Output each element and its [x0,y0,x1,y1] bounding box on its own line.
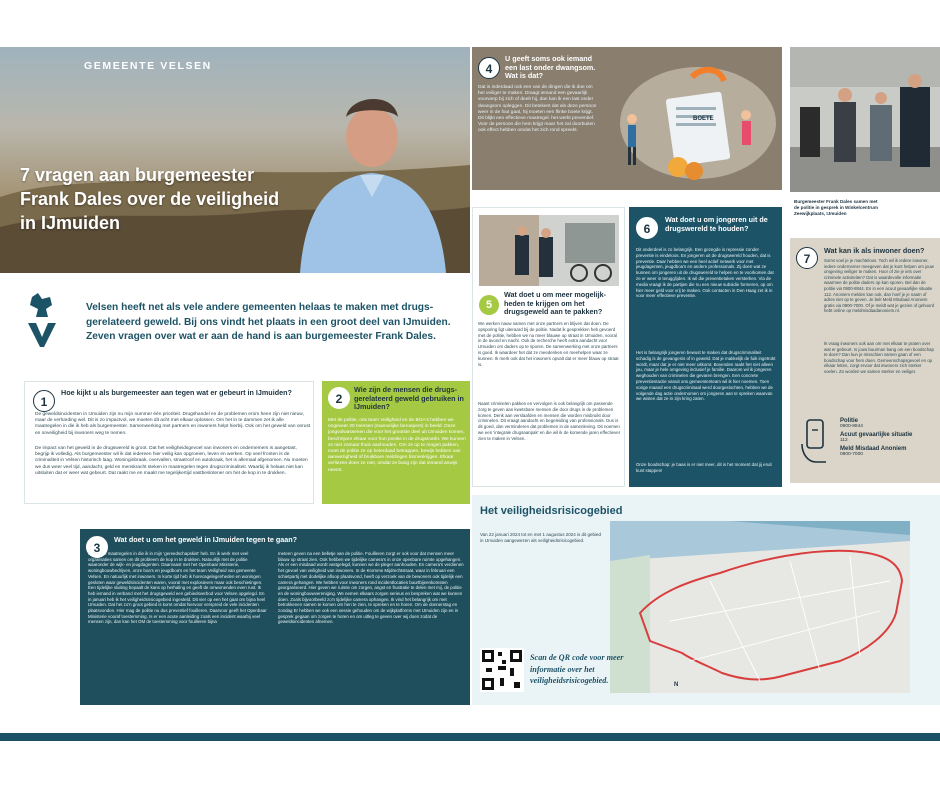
q5-title: Wat doet u om meer mogelijk-heden te krijgen om het drugsgeweld aan te pakken? [504,290,606,317]
q1-title: Hoe kijkt u als burgemeester aan tegen wat er gebeurt in IJmuiden? [61,388,292,397]
q3-number: 3 [86,536,108,558]
question-2 [322,381,470,504]
q7-paragraph-2: Ik vraag inwoners ook aan om met elkaar te praten over wat er gebeurt. Is jouw buurman bang om een boodschap te doen? Dan kun je misschien samen gaan of een boodschap voor hem doen. Gemeenschapsgevoel en op elkaar letten, zorgt ervoor dat inwoners zich sterker voelen. Zo worden we samen sterker en veiliger. [824,341,934,374]
q7-title: Wat kan ik als inwoner doen? [824,246,925,255]
q2-title: Wie zijn de mensen die drugs-gerelateerd geweld gebruiken in IJmuiden? [354,385,464,412]
q6-title: Wat doet u om jongeren uit de drugswereld te houden? [665,215,768,233]
q6-number: 6 [636,217,658,239]
q4-title: U geeft soms ook iemand een last onder dwangsom. Wat is dat? [505,54,596,81]
qr-text: Scan de QR code voor meer informatie over het veiligheidsrisicogebied. [530,653,624,685]
phone-hand-icon [798,416,832,466]
q1-paragraph-1: De geweldsincidenten in IJmuiden zijn nu mijn nummer één prioriteit. Drugshandel en de problemen erom heen zijn niet nieuw, maar de verharding wel. Dit is zo impactvol, we moeten dit acht met elkaar oplossen. Om het in te dammen zet ik alle maatregelen in die ik heb als burgemeester. Samenwerking met partners en inwoners helpt hierbij. Ook om het geweld van onrust en onveiligheid bij inwoners weg te nemen. [35,412,311,436]
q4-body: Dat is inderdaad ook een van de dingen die ik doe om het veiliger te maken. Draagt iemand een gevaarlijk voorwerp bij zich of deelt hij, dan kan ik een last onder dwangsom opleggen. Dit betekent dat als deze persoon weer in de fout gaat, hij moeten een flinke boete krijgt. Dit blijkt een effectieve maatregel. het werkt preventief. Voor de persoon die hem krijgt maar het zal doorbuiten ook effect hebben omdat het zich rond spreekt. [478,85,597,134]
q3-column-1: Ik zet alle maatregelen in die ik in mijn 'gereedschapskist' heb. En ik werk met veel organisaties samen om dit probleem de kop in te drukken. Natuurlijk met de politie waaronder de wijk- en jeugdagenten. Daarnaast met het Openbaar Ministerie, woningbouwbedrijven, onze boa's en jeugdboa's en het team Veiligheid van gemeente Velsen. En natuurlijk met inwoners. In korte tijd heb ik horecagelegenheden en woningen gesloten waar geweldsincidenten waren, vooral met explosieven maar ook beschietingen. Een tijdelijke sluiting bepaalt de kans op herhaling en geeft de omwonenden even rust. Ik heb iemand in verband met het drugsgeweld een gebiedsverbod voor Velsen opgelegd. En in januari heb ik het veiligheidsrisicogebied ingesteld. Dit vier op een het gaat om bijna heel IJmuiden. Dat het zo'n groot gebied is komt omdat hiervoor verspreid de vele incidenten plaatsvonden. Hier mag de politie nu dus preventief fouilleren. Daarvoor geeft het Openbaar Ministerie vooraf toestemming. Is er een acute aanleiding zoals een incident waarbij veel mensen zijn, dan kan het OM de toestemming voor fouilleren bijna [88,551,267,625]
contact-list [840,418,938,457]
photo-caption: Burgemeester Frank Dales samen met de politie in gesprek in Winkelcentrum Zeewijkplaats, IJmuiden [794,199,878,216]
police-photo [479,215,619,286]
hero-title: 7 vragen aan burgemeester Frank Dales over de veiligheid in IJmuiden [20,165,280,233]
q5-paragraph-2: Naast criminelen pakken en vervolgen is ook belangrijk om passende zorg te geven aan kwetsbare mensen die door drugs in de problemen komen. Denk aan verslaafden en mensen die worden misbruikt door criminelen. Dit vraagt aandacht en begeleiding van professionals. Dus is dit goed, dan verminderen dat problemen in de samenleving. Dit noemen we een 'integrale drugsaanpak' en die wil ik de komende jaren effectiever zien te maken in Velsen. [478,401,621,441]
contact-acuut: Acuut gevaarlijke situatie 112 [840,432,913,443]
contact-meld-misdaad: Meld Misdaad Anoniem 0800-7000 [840,446,907,457]
q6-paragraph-3: Onze boodschap: je baas is er niet meer, dit is het moment dat jij eruit kunt stappen! [636,462,772,473]
hero-photo [0,47,470,273]
q6-paragraph-1: Dit onderdeel is zo belangrijk. Een gezegde is repressie zonder preventie is eindeloos. En jongeren uit de drugswereld houden, dat is preventie. Daar hebben we een heel actief netwerk voor met jeugdagenten, jeugdboa's en andere professionals. Zij doen wat ze kunnen om jongeren uit de drugswereld te helpen en te voorkomen dat ze er weer in terugglijden. Ik wil die preventietaken versterken. Via de media vraagt ik de partijen die nu een nieuw subsidie formeren, op om hier meer geld voor vrij te maken. Ook contacten in Den Haag zet ik in voor meer effectieve preventie. [636,247,774,299]
contact-politie: Politie 0900-8844 [840,418,863,429]
mayor-police-photo [790,47,940,192]
velsen-logo [26,293,58,349]
boete-label: BOETE [693,116,714,122]
risk-body: Van 22 januari 2024 tot en met 1 augustus 2024 is dit gebied in IJmuiden aangewezen als veiligheidsrisicogebied. [480,532,602,543]
risk-area-section [472,495,940,705]
question-6 [629,207,782,487]
q3-title: Wat doet u om het geweld in IJmuiden tegen te gaan? [114,535,298,544]
org-name: GEMEENTE VELSEN [84,60,212,72]
q2-body: Met de politie, ons team Veiligheid en de BOA's hebben we ongeveer 20 mensen (mannelijke beroepers) in beeld. Deze jongvolwassenen die voor het grootste deel uit IJmuiden komen, beschrijven elkaar voor hun positie in de drugsmarkt. We kunnen ze niet zomaar thuis aanhouden. Om ze op te mogen pakken, moet de politie ze op heterdaad betrappen, bewijs hebben van aanwezigheid of bruikbare meldingen binnenkrijgen. Elkaar verliezen doen ze niet, omdat ze bang zijn dat iemand anwijs neemt. [328,418,466,473]
question-7 [790,238,940,483]
question-3 [80,529,470,705]
intro-text: Velsen heeft net als vele andere gemeenten helaas te maken met drugs- gerelateerd geweld. Bij ons vindt het plaats in een groot deel van IJmuiden. Zeven vragen over wat er aan de hand is aan burgemeester Frank Dales. [86,302,451,342]
q2-number: 2 [328,387,350,409]
q5-paragraph-1: We werken nauw samen met onze partners en blijven dat doen. De opsporing ligt uiteraard bij de politie. Nadat ik gesprekken heb gevoerd met de politie, hebben we nu meer blauwe op straat in IJmuiden, vooral in de avond en nacht. Ook de recherche heeft extra aandacht voor IJmuiden om daders op te sporen. De samenwerking met onze partners is goed. Ik waardeer het dat ze meedenken en meehelpen waar ze kunnen. Ik merk ook dat het inwoners opvalt dat er meer blauw op straat is. [478,321,619,367]
q1-number: 1 [33,390,55,412]
q7-paragraph-1: Soms voel je je machteloos. Toch wil ik iedere inwoner, iedere ondernemer meegeven dat je kunt helpen om jouw omgeving veiliger te maken. Hoor of zie je iets over criminele activiteiten? Dat is waardevolle informatie waarmee de politie daders op kan sporen. Bel dan de politie via 0900-8844. En in een acuut gevaarlijke situatie 112. Anoniem melden kan ook, dan hoef je je naam of adres niet op te geven. Je belt Meld Misdaad Anoniem gratis via 0800-7000. Of je meldt wat je gezien of gehoord hebt online op meldmisdaadanoniem.nl. [824,258,935,314]
q1-paragraph-2: De impact van het geweld in de drugswereld is groot. Dat het veiligheidsgevoel van inwoners en ondernemers is aangetast, begrijp ik volledig. Als burgemeester wil ik dat iedereen hier veilig kan opgroeien, leven en werken. Op veel fronten is de criminaliteit in Velsen historisch laag. Woninginbraak, overvallen, straatroof en autokraak, het is allemaal afgenomen. Nu moeten we dus weer veel tijd, aandacht, geld en menskracht steken in maatregelen tegen drugscriminaliteit. Waarbij ik helaas niet kan uitsluiten dat er weer wat gebeurt. Dat raakt me en maakt me tegelijkertijd vastbeslotener om het de kop in te drukken. [35,446,308,476]
question-1 [24,381,314,504]
map-north-label: N [674,682,679,688]
question-4 [472,47,782,190]
bottom-band [0,733,940,741]
hero-banner [0,47,470,273]
q4-number: 4 [478,57,500,79]
qr-code[interactable] [480,648,524,692]
question-5 [472,207,625,487]
velsen-logo-icon [26,293,58,349]
q3-column-2: meteen geven na een belletje van de politie. Fouilleren zorgt er ook voor dat mensen meer blauw op straat zien. Ook hebben we tijdelijke camera's in onze openbare ruimte opgehangen. Als er een misdaad wordt vastgelegd, kunnen we de pleger aanhouden. En camera's verdienen het gevoel van veiligheid van inwoners. In de Kromme Mijdrechtstraat, waar in februari een schietpartij met dodelijke afloop plaatsvond, heeft op verzoek van de bewoners ook tijdelijk een camera gehangen. We hebben voor inwoners rond incidentlocaties buurtbijeenkomsten georganiseerd. Hier geven we ruimte om zorgen, angst en frustratie te delen met mij, de politie en de woningbouwvereniging. We nemen elkaars zorgen serieus en bespreken wat we kunnen doen. Zoals bijvoorbeeld zo'n tijdelijke camera ophangen. Ik vind het belangrijk om met betrokkenen samen te komen om hen te zien, te spreken en te horen. Om de donnerstag en zondag Er hebben we ook een sessie gehouden om de wijkplatforms met IJmuiden zijn en in gesprek gegaan om zorgen te horen en om uitleg te geven over wij doen zodat de geweldsincidenten afnemen. [278,551,464,625]
q5-number-badge: 5 [479,295,499,315]
q7-number: 7 [796,247,818,269]
risk-title: Het veiligheidsrisicogebied [480,505,623,517]
q6-paragraph-2: Het is belangrijk jongeren bewust te maken dat drugscriminaliteit schadig is de gevangenis of in geweld. Dat je makkelijk de fuik ingetrokt wordt, maar dat je er niet meer uitkomt. Bovenden raakt het niet alleen jou, maar je hele omgeving inclusief je familie. Daarom wil ik jongeren weghouden van criminelen die gevaren brengen. Een concrete preventiestactie vanuit ons gemeententeam wil ik hier noemen. Toen vorige maand een drugscriminaal werd doorgeslochten, hebben we de volgende dag actie ondernomen om jongeren aan te spreken waarvan we wisten dat ze in zijn kring zaten. [636,350,776,402]
